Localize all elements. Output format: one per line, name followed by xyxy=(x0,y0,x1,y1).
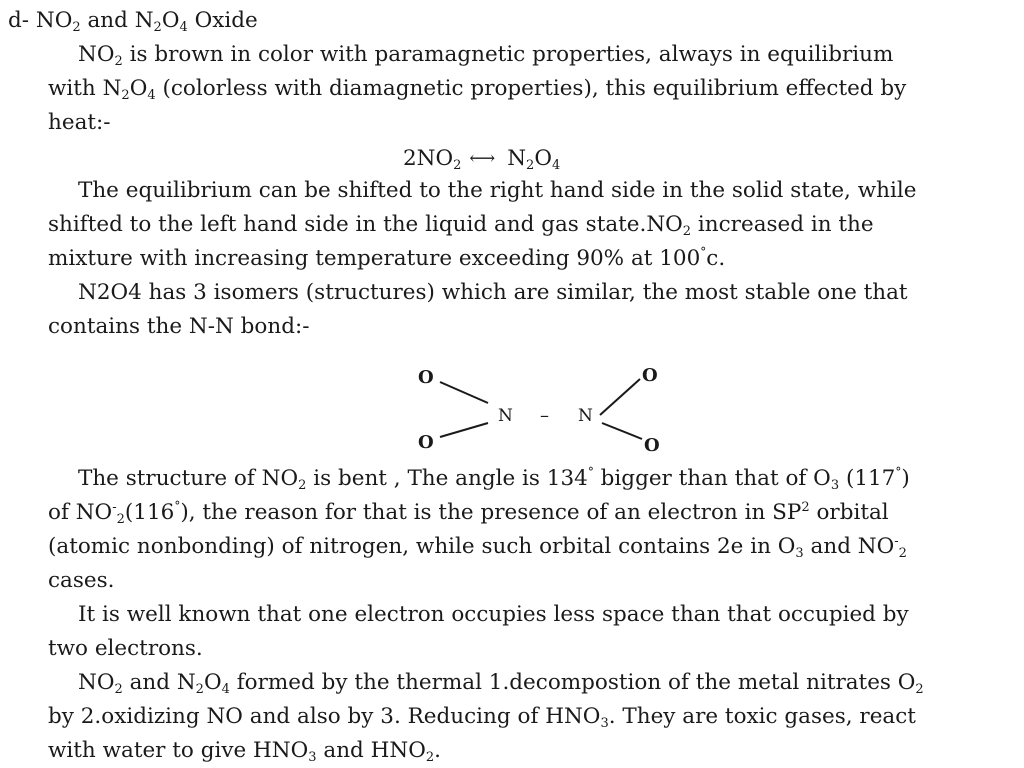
paragraph-4-line-2: of $NO^-_2(116^\circ)$, the reason for that is the presence of an electron in $SP^2$ orbital xyxy=(48,499,889,527)
atom-o2: O xyxy=(418,432,434,453)
paragraph-4-line-3: (atomic nonbonding) of nitrogen, while such orbital contains 2e in $O_3$ and $NO^-_2$ xyxy=(48,534,907,561)
equilibrium-arrow-icon: ⟷ xyxy=(469,148,496,169)
paragraph-5-line-1: It is well known that one electron occupies less space than that occupied by xyxy=(78,602,909,627)
n2o4-structure-diagram xyxy=(380,345,680,465)
paragraph-6-line-2: by 2.oxidizing NO and also by 3. Reducing of $HNO_3$. They are toxic gases, react xyxy=(48,704,916,731)
atom-o4: O xyxy=(644,435,660,456)
section-heading: d- $NO_2$ and $N_2O_4$ Oxide xyxy=(8,8,258,35)
paragraph-2-line-2: shifted to the left hand side in the liquid and gas $state.NO_2$ increased in the xyxy=(48,212,874,239)
paragraph-6-line-3: with water to give $HNO_3$ and $HNO_2$. xyxy=(48,738,441,765)
atom-n2: N xyxy=(578,406,593,426)
bond-n2-o3 xyxy=(600,379,640,415)
bond-o2-n1 xyxy=(440,423,488,437)
paragraph-5-line-2: two electrons. xyxy=(48,636,203,661)
atom-n1: N xyxy=(498,406,513,426)
paragraph-1-line-3: heat:- xyxy=(48,110,111,135)
paragraph-4-line-1: The structure of $NO_2$ is bent , The angle is 134° bigger than that of $O_3$ (117°) xyxy=(78,465,910,493)
nn-bond: – xyxy=(540,405,549,426)
bond-n2-o4 xyxy=(602,423,642,439)
atom-o1: O xyxy=(418,367,434,388)
paragraph-1-line-2: with $N_2O_4$ (colorless with diamagnetic properties), this equilibrium effected by xyxy=(48,76,907,103)
bond-o1-n1 xyxy=(440,382,488,403)
paragraph-2-line-3: mixture with increasing temperature exceeding 90% at 100°c. xyxy=(48,245,726,271)
equilibrium-equation: $2NO_2$ ⟷ $N_2O_4$ xyxy=(403,146,561,173)
paragraph-1-line-1: $NO_2$ is brown in color with paramagnetic properties, always in equilibrium xyxy=(78,42,894,69)
paragraph-4-line-4: cases. xyxy=(48,568,115,593)
heading-prefix: d- xyxy=(8,8,30,33)
paragraph-3-line-1: N2O4 has 3 isomers (structures) which are similar, the most stable one that xyxy=(78,280,908,305)
atom-o3: O xyxy=(642,365,658,386)
paragraph-2-line-1: The equilibrium can be shifted to the right hand side in the solid state, while xyxy=(78,178,917,203)
paragraph-6-line-1: $NO_2$ and $N_2O_4$ formed by the thermal 1.decompostion of the metal nitrates $O_2$ xyxy=(78,670,924,697)
paragraph-3-line-2: contains the N-N bond:- xyxy=(48,314,310,339)
